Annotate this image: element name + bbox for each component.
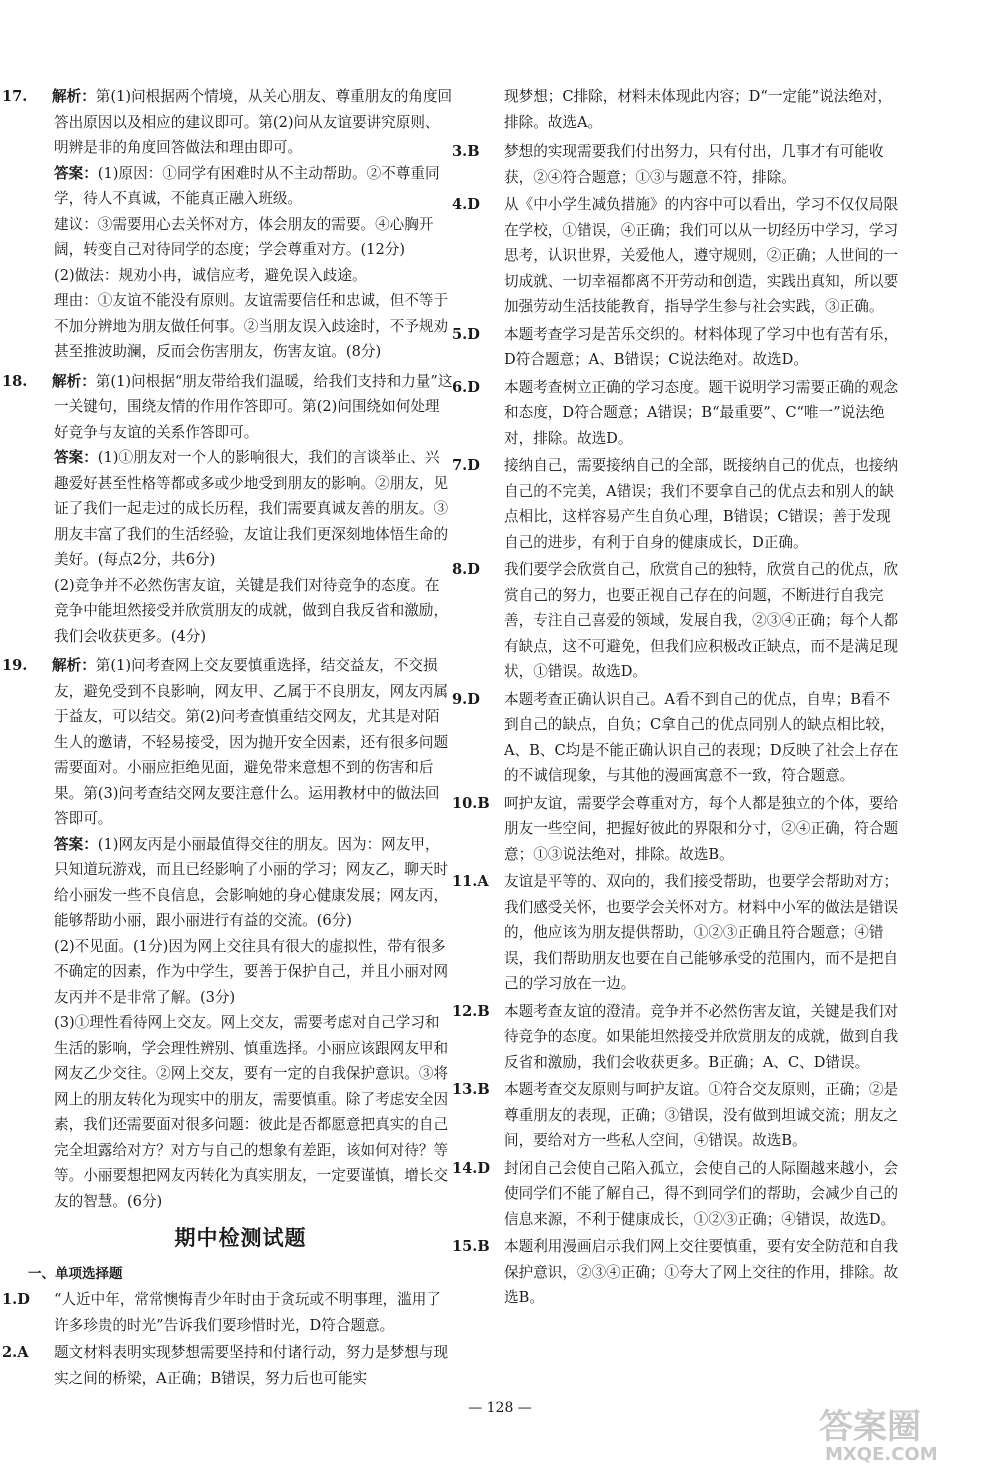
choice-item [452,791,903,868]
choice-number: 15.B [452,1238,490,1255]
choice-item [452,375,903,452]
section-title: 期中检测试题 [174,1226,307,1250]
choice-text: 本题利用漫画启示我们网上交往要慎重，要有安全防范和自我保护意识，②③④正确；①夸大了网上交往的作用，排除。故选B。 [504,1238,899,1306]
choice-number: 5.D [452,325,480,343]
choice-number: 12.B [452,1002,490,1020]
choice-text: 呵护友谊，需要学会尊重对方，每个人都是独立的个体，要给朋友一些空间，把握好彼此的界限和分寸，②④正确，符合题意；①③说法绝对，排除。故选B。 [504,794,899,863]
choice-number: 11.A [452,873,489,890]
question-number: 17. [2,88,28,105]
choice-text: 题文材料表明实现梦想需要坚持和付诸行动，努力是梦想与现实之间的桥梁，A正确；B错误，努力后也可能实 [54,1344,449,1387]
q18-answer [28,445,453,649]
choice-text: 接纳自己，需要接纳自己的全部，既接纳自己的优点，也接纳自己的不完美，A错误；我们不要拿自己的优点去和别人的缺点相比，这样容易产生自负心理，B错误；C错误；善于发现自己的进步，有利于自身的健康成长，D正确。 [504,457,899,551]
question-18 [2,369,453,650]
q19-answer [28,832,453,1215]
choice-text: 本题考查树立正确的学习态度。题干说明学习需要正确的观念和态度，D符合题意；A错误；B“最重要”、C“唯一”说法绝对，排除。故选D。 [504,378,899,447]
answer-line: (2)竞争并不必然伤害友谊，关键是我们对待竞争的态度。在竞争中能坦然接受并欣赏朋友的成就，做到自我反省和激励，我们会收获更多。(4分) [54,576,449,645]
q18-analysis [2,369,453,446]
q19-analysis [2,653,453,832]
q17-analysis [2,84,453,161]
analysis-label: 解析： [52,372,96,390]
choice-text: 封闭自己会使自己陷入孤立，会使自己的人际圈越来越小，会使同学们不能了解自己，得不到同学们的帮助，会减少自己的信息来源，不利于健康成长，①②③正确；④错误，故选D。 [504,1159,899,1228]
analysis-text: 第(1)问根据“朋友带给我们温暖，给我们支持和力量”这一关键句，围绕友情的作用作答即可。第(2)问围绕如何处理好竞争与友谊的关系作答即可。 [54,372,453,441]
answer-text: (1)原因：①同学有困难时从不主动帮助。②不尊重同学，待人不真诚，不能真正融入班级。 [54,164,440,207]
choice-number: 14.D [452,1159,491,1177]
analysis-label: 解析： [52,657,96,674]
choice-item [2,1340,453,1391]
page-number: — 128 — [468,1400,532,1416]
choice-item [452,192,903,320]
answer-line [54,161,453,212]
answer-label: 答案： [54,164,98,182]
choice-item [452,139,903,190]
choice-2-continuation: 现梦想；C排除，材料未体现此内容；D“一定能”说法绝对，排除。故选A。 [504,88,893,131]
choice-item [452,1234,903,1311]
choice-number: 7.D [452,457,480,474]
q17-answer [28,161,453,365]
question-number: 19. [2,657,28,674]
choice-text: 本题考查学习是苦乐交织的。材料体现了学习中也有苦有乐，D符合题意；A、B错误；C说法绝对。故选D。 [504,325,899,368]
choice-item [452,999,903,1076]
analysis-text: 第(1)问根据两个情境，从关心朋友、尊重朋友的角度回答出原因以及相应的建议即可。第(2)问从友谊要讲究原则、明辨是非的角度回答做法和理由即可。 [54,88,453,156]
choice-item [452,1156,903,1233]
choice-number: 3.B [452,143,480,160]
watermark-logo [815,1400,990,1464]
choice-number: 4.D [452,196,480,213]
choice-text: “人近中年，常常懊悔青少年时由于贪玩或不明事理，滥用了许多珍贵的时光”告诉我们要珍惜时光，D符合题意。 [54,1291,441,1334]
choice-text: 梦想的实现需要我们付出努力，只有付出，几事才有可能收获，②④符合题意；①③与题意不符，排除。 [504,143,884,186]
answer-line [54,445,453,573]
choice-number: 13.B [452,1081,490,1098]
subsection-title: 一、单项选择题 [28,1265,123,1282]
answer-text: (1)网友丙是小丽最值得交往的朋友。因为：网友甲，只知道玩游戏，而且已经影响了小丽的学习；网友乙，聊天时给小丽发一些不良信息，会影响她的身心健康发展；网友丙，能够帮助小丽，跟小丽进行有益的交流。(6分) [54,835,449,929]
left-column [2,84,453,1393]
answer-line: 理由：①友谊不能没有原则。友谊需要信任和忠诚，但不等于不加分辨地为朋友做任何事。②当朋友误入歧途时，不予规劝甚至推波助澜，反而会伤害朋友，伤害友谊。(8分) [54,292,449,360]
choice-text: 友谊是平等的、双向的，我们接受帮助，也要学会帮助对方；我们感受关怀，也要学会关怀对方。材料中小军的做法是错误的，他应该为朋友提供帮助，①②③正确且符合题意；④错误，我们帮助朋友也要在自己能够承受的范围内，而不是把自己的学习放在一边。 [504,873,899,992]
answer-line: 建议：③需要用心去关怀对方，体会朋友的需要。④心胸开阔，转变自己对待同学的态度；学会尊重对方。(12分) [54,215,434,258]
choice-text: 从《中小学生减负措施》的内容中可以看出，学习不仅仅局限在学校，①错误，④正确；我们可以从一切经历中学习，学习思考，认识世界，关爱他人，遵守规则，②正确；人世间的一切成就、一切幸福都离不开劳动和创造，实践出真知，所以要加强劳动生活技能教育，指导学生参与社会实践，③正确。 [504,196,899,315]
answer-text: (1)①朋友对一个人的影响很大，我们的言谈举止、兴趣爱好甚至性格等都或多或少地受到朋友的影响。②朋友，见证了我们一起走过的成长历程，我们需要真诚友善的朋友。③朋友丰富了我们的生活经验，友谊让我们更深刻地体悟生命的美好。(每点2分，共6分) [54,449,449,568]
answer-line: (3)①理性看待网上交友。网上交友，需要考虑对自己学习和生活的影响，学会理性辨别、慎重选择。小丽应该跟网友甲和网友乙少交往。②网上交友，要有一定的自我保护意识。③将网上的朋友转化为现实中的朋友，需要慎重。除了考虑安全因素，我们还需要面对很多问题：彼此是否都愿意把真实的自己完全坦露给对方？对方与自己的想象有差距，该如何对待？等等。小丽要想把网友丙转化为真实朋友，一定要谨慎，增长交友的智慧。(6分) [54,1014,449,1210]
answer-label: 答案： [54,449,98,466]
choice-item [2,1287,453,1338]
choice-item [452,869,903,997]
watermark-title: 答案圈 [819,1407,921,1447]
question-number: 18. [2,372,28,390]
choice-number: 10.B [452,794,490,812]
question-19 [2,653,453,1214]
choice-text: 我们要学会欣赏自己，欣赏自己的独特，欣赏自己的优点，欣赏自己的努力，也要正视自己存在的问题，不断进行自我完善，专注自己喜爱的领域，发展自我，②③④正确；每个人都有缺点，这不可避免，但我们应积极改正缺点，而不是满足现状，①错误。故选D。 [504,561,899,680]
right-column [452,84,903,1313]
analysis-label: 解析： [52,88,96,105]
choice-item [452,453,903,555]
choice-number: 8.D [452,561,480,578]
choice-item [452,322,903,373]
answer-line: (2)不见面。(1分)因为网上交往具有很大的虚拟性，带有很多不确定的因素，作为中学生，要善于保护自己，并且小丽对网友丙并不是非常了解。(3分) [54,937,449,1006]
answer-line [54,832,453,934]
answer-line: (2)做法：规劝小冉，诚信应考，避免误入歧途。 [54,266,367,284]
choice-number: 9.D [452,690,480,708]
watermark-url: MXQE.COM [825,1444,938,1464]
choice-text: 本题考查友谊的澄清。竞争并不必然伤害友谊，关键是我们对待竞争的态度。如果能坦然接受并欣赏朋友的成就，做到自我反省和激励，我们会收获更多。B正确；A、C、D错误。 [504,1002,899,1071]
choice-number: 2.A [2,1344,29,1361]
choice-item [452,687,903,789]
choice-item [452,1077,903,1154]
answer-label: 答案： [54,835,98,853]
choice-text: 本题考查正确认识自己。A看不到自己的优点，自卑；B看不到自己的缺点，自负；C拿自己的优点同别人的缺点相比较，A、B、C均是不能正确认识自己的表现；D反映了社会上存在的不诚信现象，与其他的漫画寓意不一致，符合题意。 [504,690,899,784]
choice-text: 本题考查交友原则与呵护友谊。①符合交友原则，正确；②是尊重朋友的表现，正确；③错误，没有做到坦诚交流；朋友之间，要给对方一些私人空间，④错误。故选B。 [504,1081,899,1149]
question-17 [2,84,453,365]
choice-item [452,557,903,685]
choice-number: 1.D [2,1291,30,1308]
choice-number: 6.D [452,378,480,396]
analysis-text: 第(1)问考查网上交友要慎重选择，结交益友，不交损友，避免受到不良影响，网友甲、乙属于不良朋友，网友丙属于益友，可以结交。第(2)问考查慎重结交网友，尤其是对陌生人的邀请，不轻易接受，因为抛开安全因素，还有很多问题需要面对。小丽应拒绝见面，避免带来意想不到的伤害和后果。第(3)问考查结交网友要注意什么。运用教材中的做法回答即可。 [54,657,449,827]
